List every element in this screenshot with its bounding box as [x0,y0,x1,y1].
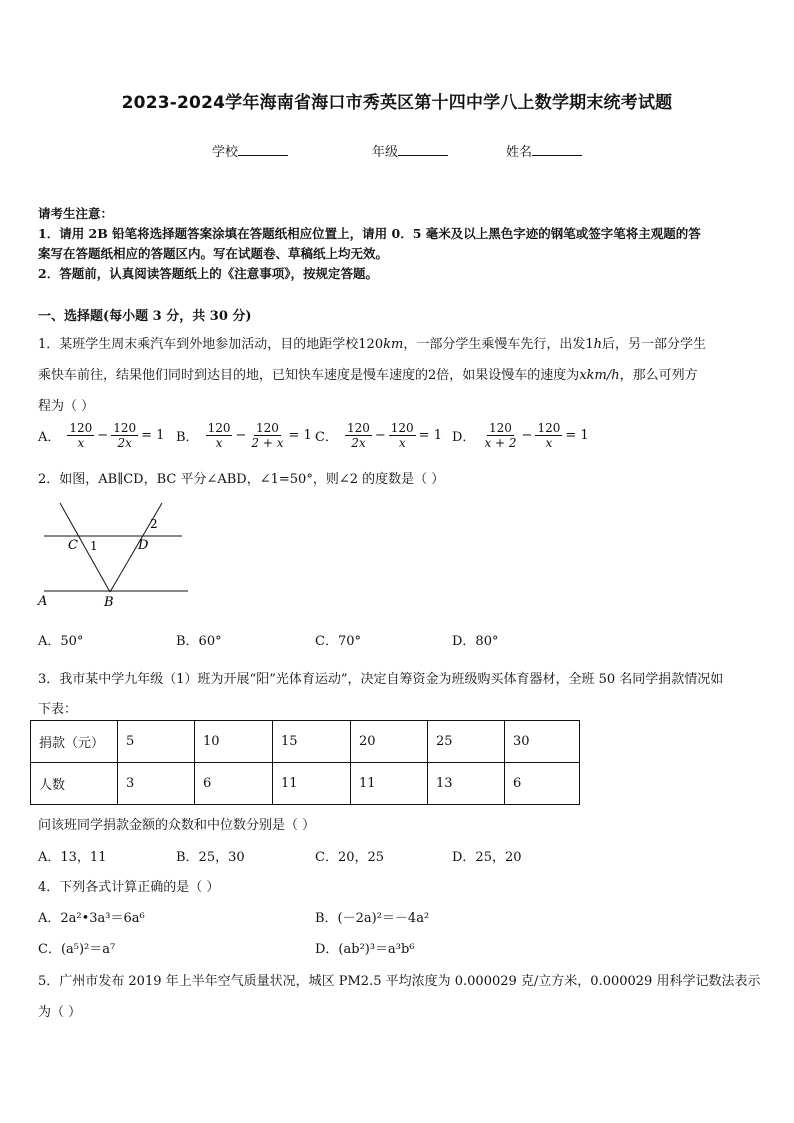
q2-option-d[interactable]: D．80° [452,634,499,649]
option-label: A． [38,430,61,445]
table-cell: 25 [428,721,505,763]
notice-item1-line1: 1．请用 2B 铅笔将选择题答案涂填在答题纸相应位置上，请用 0．5 毫米及以上黑色字迹的钢笔或签字笔将主观题的答 [38,226,701,241]
q1-option-c[interactable] [315,421,444,450]
table-cell: 13 [428,763,505,805]
q2-figure [30,495,200,613]
q3-option-a[interactable]: A．13，11 [38,850,107,865]
table-cell: 15 [273,721,351,763]
name-field[interactable] [506,141,582,160]
grade-field[interactable] [372,141,448,160]
notice-heading: 请考生注意： [38,206,114,221]
table-row [31,763,580,805]
fraction: $\frac{120}{x}$ [69,421,93,450]
option-label: C． [315,430,338,445]
q1-text: ，一部分学生乘慢车先行，出发 [403,337,586,352]
fraction: $\frac{120}{x + 2}$ [484,421,517,450]
label-b: B [104,595,114,610]
donation-table [30,720,580,805]
fraction: $\frac{120}{x}$ [207,421,231,450]
q4-option-b[interactable]: B．(－2a)²＝－4a² [315,911,430,926]
name-blank[interactable] [532,143,582,156]
label-angle-2: 2 [150,517,158,531]
equals-one: = 1 [418,428,442,443]
q1-option-a[interactable] [38,421,166,450]
q1-line2 [38,364,698,383]
fraction: $\frac{120}{x}$ [537,421,561,450]
q1-line1 [38,333,706,352]
q3-line1: 3．我市某中学九年级（1）班为开展“阳”光体育运动”，决定自筹资金为班级购买体育器材，全班 50 名同学捐款情况如 [38,672,724,687]
minus-sign: − [374,428,386,443]
fraction: $\frac{120}{2 + x}$ [251,421,284,450]
q1-unit-km: km [383,337,404,352]
minus-sign: − [521,428,533,443]
table-cell: 30 [505,721,580,763]
q1-text: 后，另一部分学生 [602,337,707,352]
school-field[interactable] [212,141,288,160]
q1-hour: 1 [585,337,594,352]
grade-blank[interactable] [398,143,448,156]
school-label: 学校 [212,145,239,160]
minus-sign: − [97,428,109,443]
q1-text: 乘快车前往，结果他们同时到达目的地，已知快车速度是慢车速度的 [38,368,429,383]
q1-unit-h: h [593,337,602,352]
option-label: D． [452,430,476,445]
q1-text: ，那么可列方 [619,368,698,383]
q4-option-c[interactable]: C．(a⁵)²＝a⁷ [38,942,116,957]
table-cell: 10 [195,721,273,763]
q4-stem: 4．下列各式计算正确的是（ ） [38,880,220,895]
q2-option-a[interactable]: A．50° [38,634,84,649]
table-cell: 20 [351,721,428,763]
label-c: C [68,538,78,553]
label-d: D [138,538,149,553]
q5-line1: 5．广州市发布 2019 年上半年空气质量状况，城区 PM2.5 平均浓度为 0.000029 克/立方米，0.000029 用科学记数法表示 [38,974,761,989]
q1-distance: 120 [358,337,384,352]
table-cell: 5 [118,721,195,763]
table-cell: 11 [273,763,351,805]
page-title: 2023-2024学年海南省海口市秀英区第十四中学八上数学期末统考试题 [121,93,673,113]
option-label: B． [176,430,199,445]
q3-option-c[interactable]: C．20，25 [315,850,385,865]
q3-question: 问该班同学捐款金额的众数和中位数分别是（ ） [38,818,316,833]
grade-label: 年级 [372,145,399,160]
label-angle-1: 1 [90,539,98,553]
notice-item1-line2: 案写在答题纸相应的答题区内。写在试题卷、草稿纸上均无效。 [38,246,389,261]
name-label: 姓名 [506,145,533,160]
q3-line2: 下表： [38,702,78,717]
table-cell: 6 [505,763,580,805]
q3-option-d[interactable]: D．25，20 [452,850,522,865]
table-cell: 6 [195,763,273,805]
equals-one: = 1 [565,428,589,443]
fraction: $\frac{120}{2x}$ [346,421,370,450]
school-blank[interactable] [238,143,288,156]
q1-factor: 2 [428,368,437,383]
table-cell: 11 [351,763,428,805]
table-cell: 3 [118,763,195,805]
q3-option-b[interactable]: B．25，30 [176,850,245,865]
notice-item2: 2．答题前，认真阅读答题纸上的《注意事项》，按规定答题。 [38,266,378,281]
q1-text: 1．某班学生周末乘汽车到外地参加活动，目的地距学校 [38,337,359,352]
table-cell: 捐款（元） [31,721,118,763]
equals-one: = 1 [288,428,312,443]
label-a: A [38,594,48,609]
q1-text: 倍，如果设慢车的速度为 [436,368,580,383]
equals-one: = 1 [141,428,165,443]
q2-option-c[interactable]: C．70° [315,634,361,649]
q4-option-d[interactable]: D．(ab²)³＝a³b⁶ [315,942,415,957]
fraction: $\frac{120}{2x}$ [113,421,137,450]
minus-sign: − [235,428,247,443]
q1-option-b[interactable] [176,421,314,450]
q5-line2: 为（ ） [38,1005,82,1020]
q2-stem: 2．如图，AB∥CD，BC 平分∠ABD，∠1=50°，则∠2 的度数是（ ） [38,472,445,487]
q2-option-b[interactable]: B．60° [176,634,222,649]
section-heading: 一、选择题(每小题 3 分，共 30 分) [38,309,252,324]
q1-line3: 程为（ ） [38,399,95,414]
table-cell: 人数 [31,763,118,805]
fraction: $\frac{120}{x}$ [390,421,414,450]
q1-option-d[interactable] [452,421,591,450]
q1-speed-var: xkm/h [579,368,620,383]
table-row [31,721,580,763]
q4-option-a[interactable]: A．2a²•3a³＝6a⁶ [38,911,145,926]
